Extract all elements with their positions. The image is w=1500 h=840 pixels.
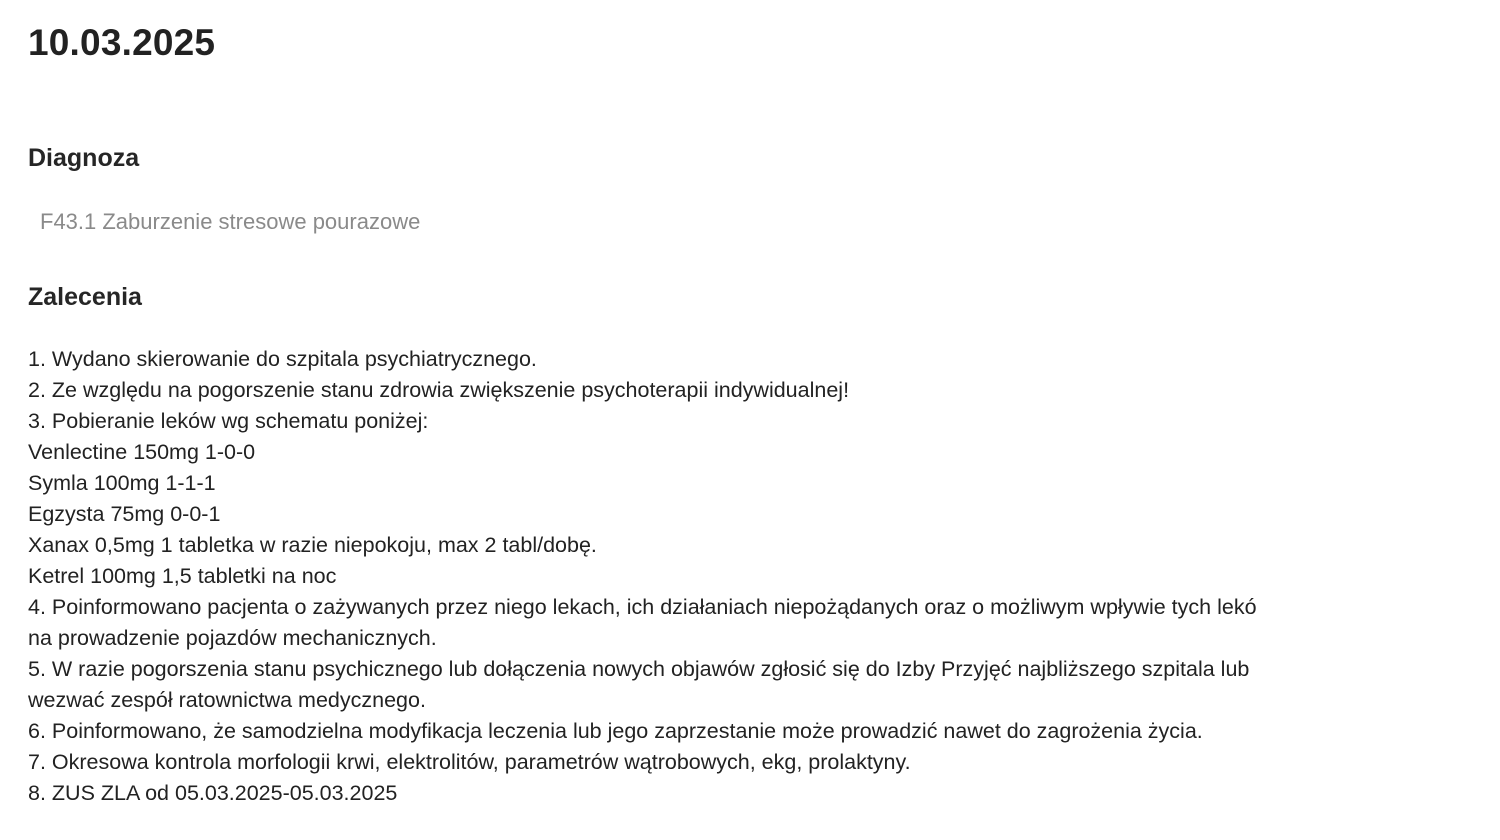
medication-line: Egzysta 75mg 0-0-1 <box>28 502 221 526</box>
medication-line: Xanax 0,5mg 1 tabletka w razie niepokoju, max 2 tabl/dobę. <box>28 533 597 557</box>
recommendation-line: 7. Okresowa kontrola morfologii krwi, elektrolitów, parametrów wątrobowych, ekg, prolaktyny. <box>28 750 911 774</box>
medical-record-page <box>28 0 1500 840</box>
recommendation-line: 8. ZUS ZLA od 05.03.2025-05.03.2025 <box>28 781 398 805</box>
recommendation-line: wezwać zespół ratownictwa medycznego. <box>28 688 426 712</box>
recommendations-list <box>28 344 1500 809</box>
recommendation-line: 3. Pobieranie leków wg schematu poniżej: <box>28 409 429 433</box>
recommendation-line: na prowadzenie pojazdów mechanicznych. <box>28 626 437 650</box>
diagnosis-heading: Diagnoza <box>28 144 140 172</box>
recommendation-line: 4. Poinformowano pacjenta o zażywanych przez niego lekach, ich działaniach niepożądanych oraz o możliwym wpływie tych lekó <box>28 595 1257 619</box>
diagnosis-text: F43.1 Zaburzenie stresowe pourazowe <box>40 209 421 234</box>
medication-line: Symla 100mg 1-1-1 <box>28 471 216 495</box>
medication-line: Ketrel 100mg 1,5 tabletki na noc <box>28 564 337 588</box>
record-date: 10.03.2025 <box>28 22 216 63</box>
recommendation-line: 1. Wydano skierowanie do szpitala psychiatrycznego. <box>28 347 537 371</box>
recommendation-line: 6. Poinformowano, że samodzielna modyfikacja leczenia lub jego zaprzestanie może prowadzić nawet do zagrożenia życia. <box>28 719 1203 743</box>
recommendations-heading: Zalecenia <box>28 283 142 311</box>
recommendation-line: 2. Ze względu na pogorszenie stanu zdrowia zwiększenie psychoterapii indywidualnej! <box>28 378 850 402</box>
recommendation-line: 5. W razie pogorszenia stanu psychicznego lub dołączenia nowych objawów zgłosić się do Izby Przyjęć najbliższego szpitala lub <box>28 657 1250 681</box>
medication-line: Venlectine 150mg 1-0-0 <box>28 440 256 464</box>
